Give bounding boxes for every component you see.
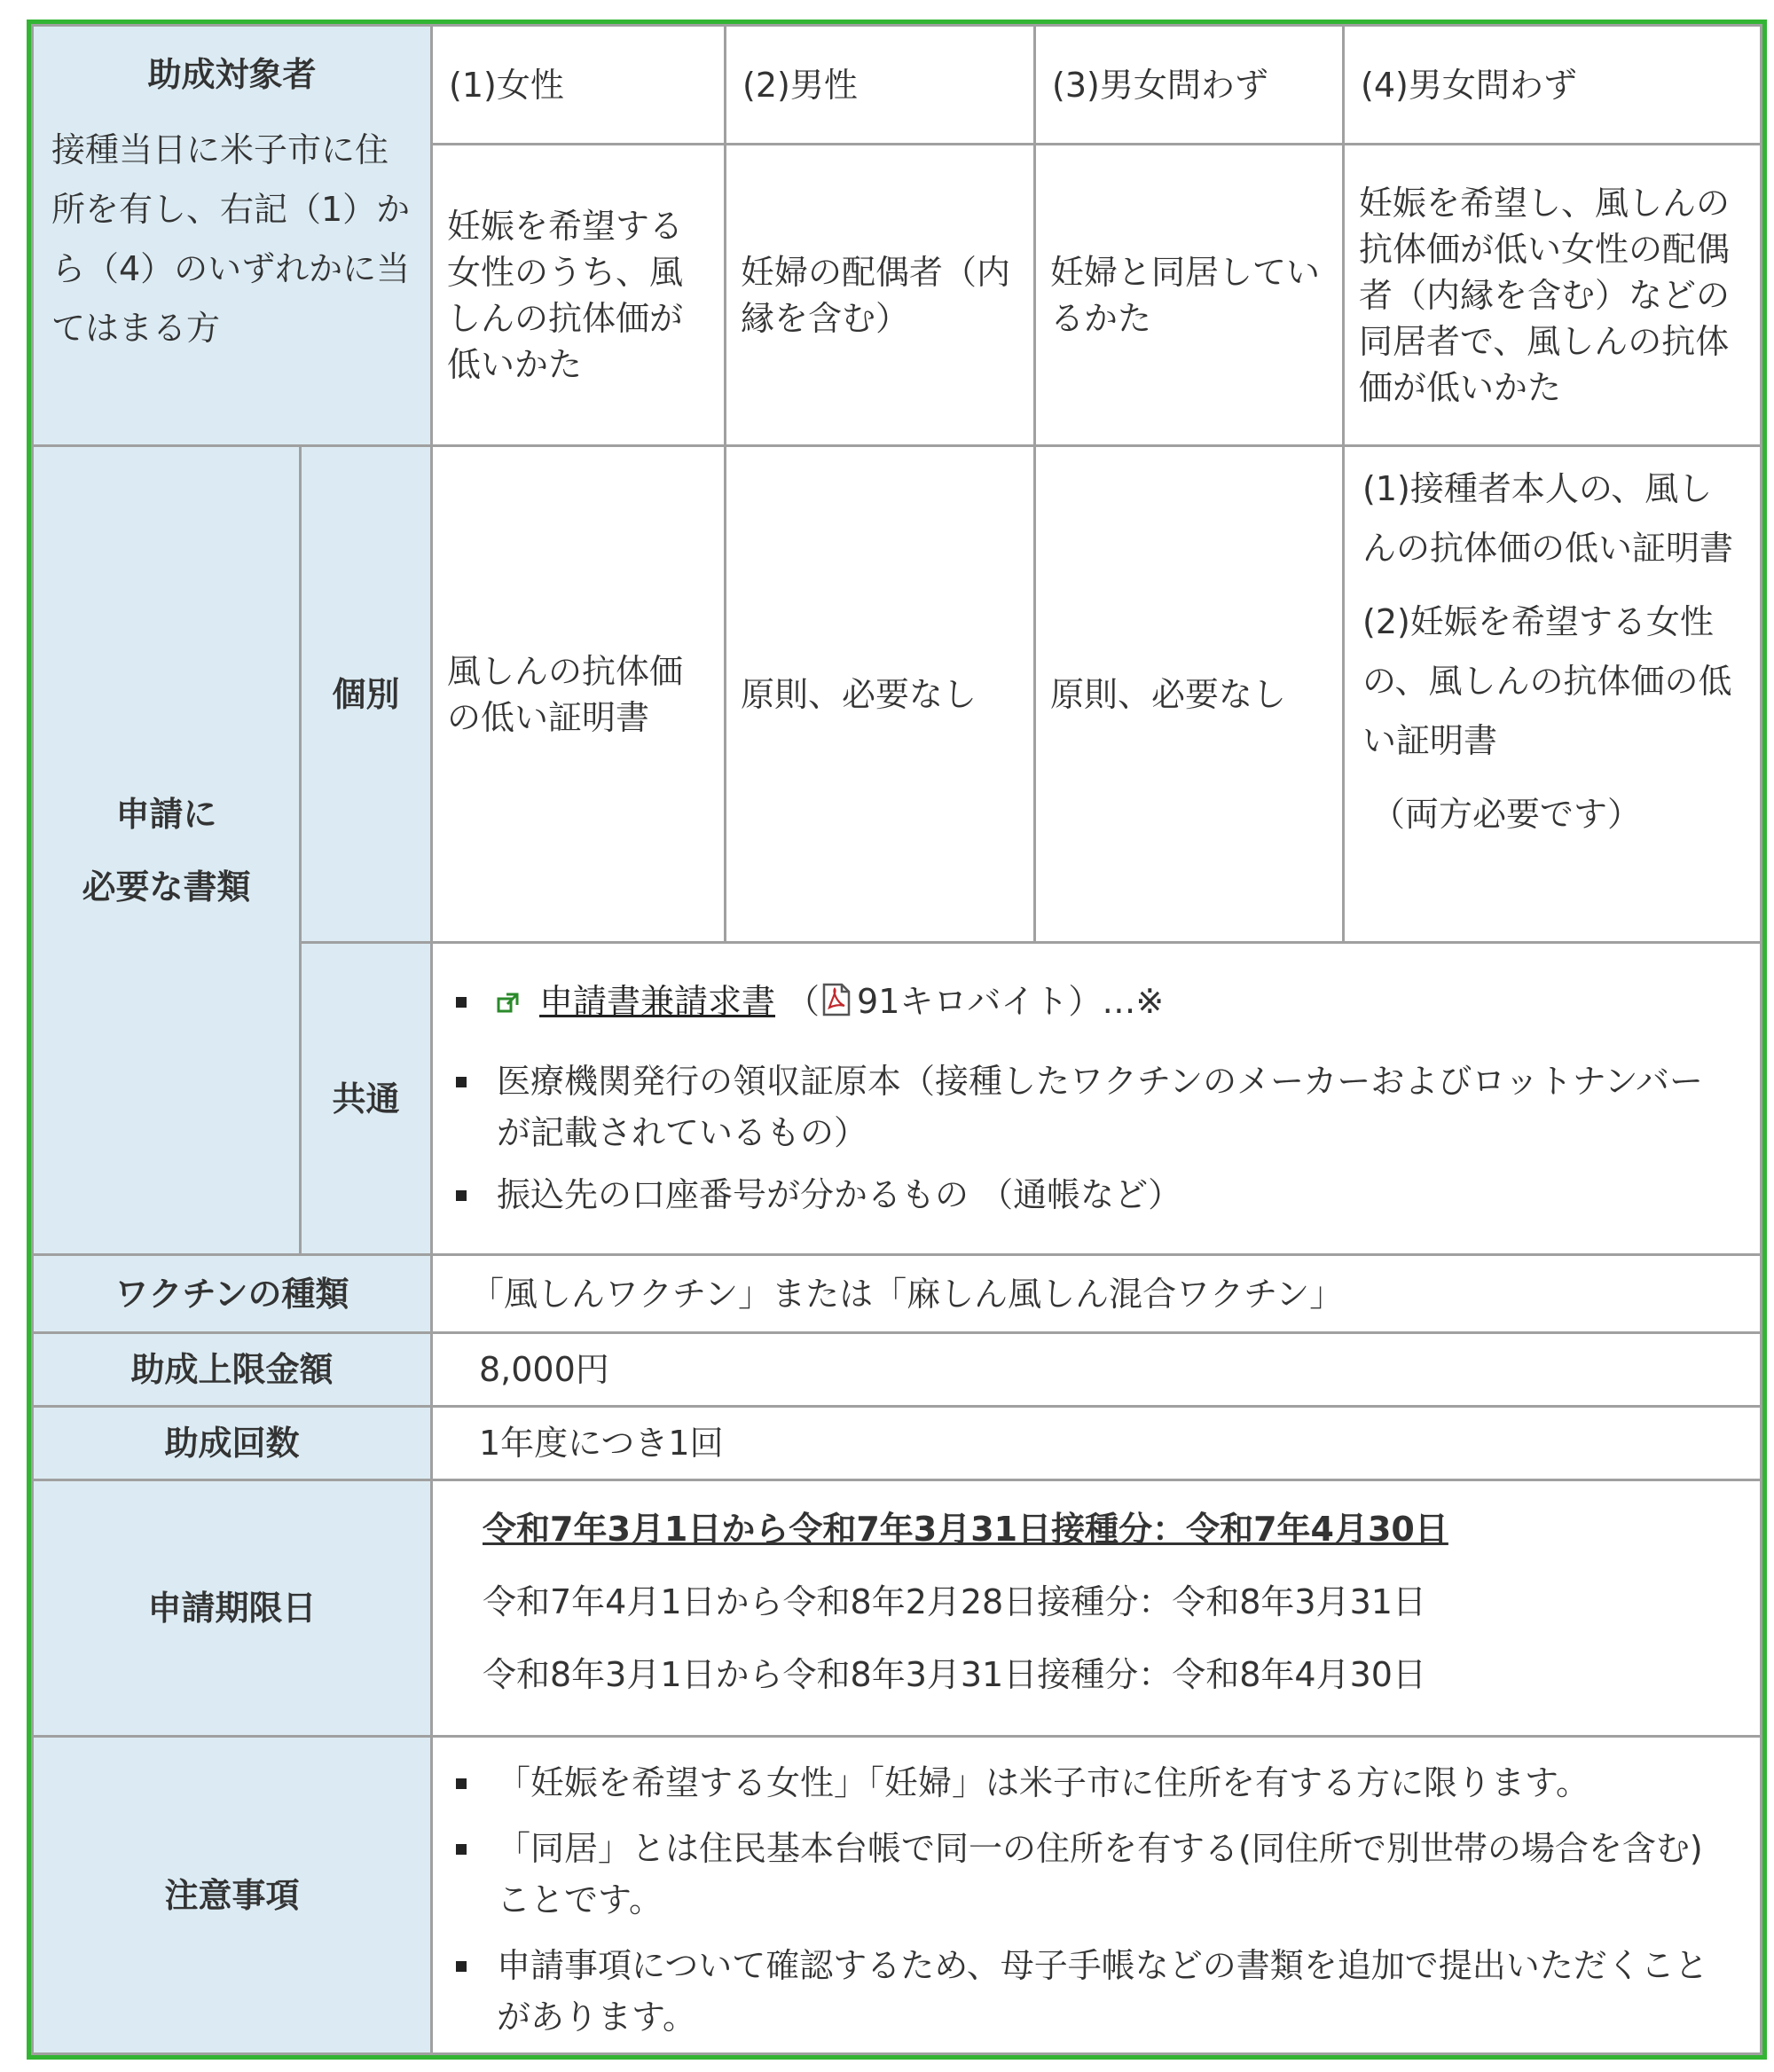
deadline-header: 申請期限日 (147, 1589, 317, 1628)
common-list (433, 976, 1733, 1220)
common-label: 共通 (332, 1079, 400, 1118)
deadline-line-3: 令和8年3月1日から令和8年3月31日接種分：令和8年4月30日 (483, 1655, 1426, 1694)
application-form-link[interactable]: 申請書兼請求書 (539, 982, 776, 1021)
file-size: 91キロバイト (857, 982, 1069, 1021)
category-4: (4)男女問わず (1361, 65, 1577, 105)
bullet-icon (456, 1778, 467, 1789)
individual-cell-4 (1342, 444, 1762, 944)
condition-cell-2 (724, 143, 1036, 447)
file-suffix: ）…※ (1068, 982, 1165, 1021)
common-label-cell (299, 941, 433, 1256)
deadline-line-1: 令和7年3月1日から令和7年3月31日接種分：令和7年4月30日 (483, 1510, 1448, 1549)
vaccine-header-cell (31, 1253, 433, 1334)
target-description: 接種当日に米子市に住所を有し、右記（1）から（4）のいずれかに当てはまる方 (51, 130, 411, 348)
condition-2: 妊婦の配偶者（内縁を含む） (741, 252, 1011, 338)
count-header: 助成回数 (164, 1424, 300, 1463)
vaccine-value-cell (430, 1253, 1762, 1334)
deadline-line-2: 令和7年4月1日から令和8年2月28日接種分：令和8年3月31日 (483, 1582, 1426, 1621)
subsidy-table (31, 24, 1762, 2055)
category-cell-2 (724, 24, 1036, 145)
individual-label-cell (299, 444, 433, 944)
condition-3: 妊婦と同居しているかた (1050, 252, 1321, 338)
individual-cell-1 (430, 444, 726, 944)
limit-value: 8,000円 (479, 1350, 609, 1389)
count-value-cell (430, 1405, 1762, 1481)
notes-cell (430, 1735, 1762, 2055)
vaccine-value: 「風しんワクチン」または「麻しん風しん混合ワクチン」 (470, 1274, 1344, 1314)
individual-3: 原則、必要なし (1050, 674, 1287, 714)
note-item-2 (433, 1823, 1733, 1926)
common-item-receipt (433, 1056, 1733, 1158)
category-1: (1)女性 (449, 65, 564, 105)
note-item-3 (433, 1940, 1733, 2043)
category-cell-3 (1033, 24, 1345, 145)
note-text-1: 「妊娠を希望する女性」「妊婦」は米子市に住所を有する方に限ります。 (497, 1763, 1590, 1802)
notes-header: 注意事項 (164, 1875, 300, 1915)
individual-label: 個別 (332, 674, 400, 714)
individual-4-line-1: (1)接種者本人の、風しんの抗体価の低い証明書 (1362, 469, 1734, 568)
bullet-icon (456, 997, 467, 1008)
condition-cell-3 (1033, 143, 1345, 447)
category-2: (2)男性 (742, 65, 858, 105)
target-header-cell (31, 24, 433, 447)
common-item-receipt-text: 医療機関発行の領収証原本（接種したワクチンのメーカーおよびロットナンバーが記載されているもの） (497, 1062, 1704, 1152)
condition-cell-1 (430, 143, 726, 447)
common-cell (430, 941, 1762, 1256)
bullet-icon (456, 1844, 467, 1855)
notes-header-cell (31, 1735, 433, 2055)
note-text-3: 申請事項について確認するため、母子手帳などの書類を追加で提出いただくことがあります。 (497, 1946, 1708, 2037)
documents-header: 申請に 必要な書類 (82, 794, 251, 906)
condition-1: 妊娠を希望する女性のうち、風しんの抗体価が低いかた (447, 206, 684, 384)
pdf-icon (821, 979, 852, 1031)
category-cell-1 (430, 24, 726, 145)
condition-cell-4 (1342, 143, 1762, 447)
individual-1: 風しんの抗体価の低い証明書 (447, 651, 684, 737)
condition-4: 妊娠を希望し、風しんの抗体価が低い女性の配偶者（内縁を含む）などの同居者で、風しんの抗体価が低いかた (1359, 183, 1731, 407)
bullet-icon (456, 1077, 467, 1087)
bullet-icon (456, 1190, 467, 1201)
deadline-cell (430, 1479, 1762, 1738)
count-header-cell (31, 1405, 433, 1481)
bullet-icon (456, 1961, 467, 1972)
common-item-form (433, 976, 1733, 1031)
category-3: (3)男女問わず (1052, 65, 1268, 105)
limit-value-cell (430, 1331, 1762, 1408)
common-item-bank-text: 振込先の口座番号が分かるもの （通帳など） (497, 1175, 1182, 1214)
target-header: 助成対象者 (147, 55, 317, 94)
common-item-bank (433, 1169, 1733, 1220)
note-item-1 (433, 1757, 1733, 1809)
individual-2: 原則、必要なし (741, 674, 977, 714)
limit-header: 助成上限金額 (130, 1350, 334, 1389)
individual-cell-2 (724, 444, 1036, 944)
individual-4-line-2: (2)妊娠を希望する女性の、風しんの抗体価の低い証明書 (1362, 602, 1732, 760)
note-text-2: 「同居」とは住民基本台帳で同一の住所を有する(同住所で別世帯の場合を含む)ことです。 (497, 1829, 1703, 1919)
vaccine-header: ワクチンの種類 (114, 1274, 349, 1314)
count-value: 1年度につき1回 (479, 1424, 724, 1463)
deadline-header-cell (31, 1479, 433, 1738)
documents-header-cell (31, 444, 302, 1256)
notes-list (433, 1757, 1733, 2043)
individual-cell-3 (1033, 444, 1345, 944)
file-open-paren: （ (786, 982, 820, 1021)
external-link-icon[interactable] (497, 977, 520, 1029)
limit-header-cell (31, 1331, 433, 1408)
category-cell-4 (1342, 24, 1762, 145)
individual-4-note: （両方必要です） (1371, 795, 1642, 834)
